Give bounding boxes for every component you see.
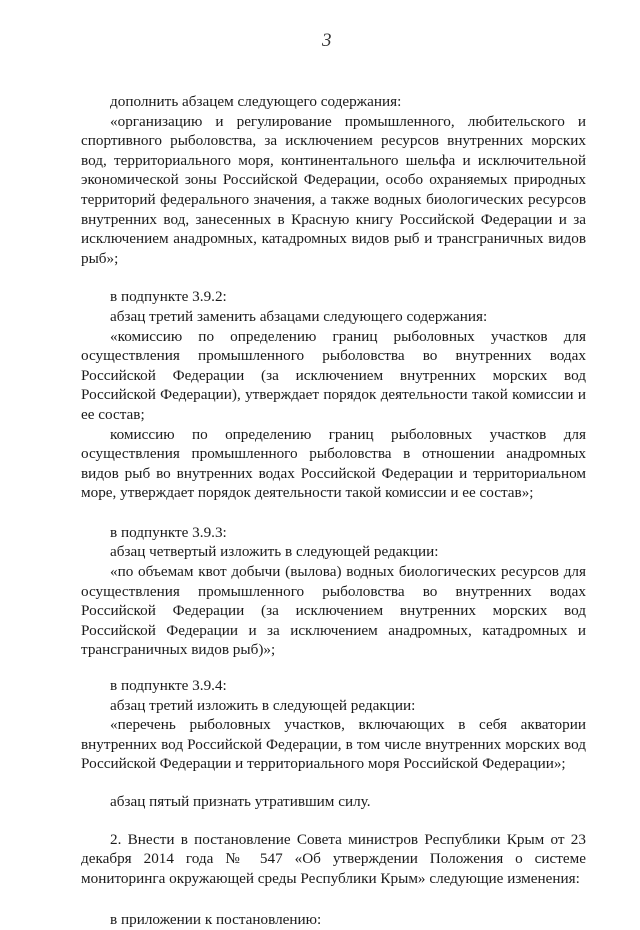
paragraph-quote-organization: «организацию и регулирование промышленного, любительского и спортивного рыболовства, за исключением ресурсов внутренних морских вод, территориального моря, континентального шельфа и исключительной экономической зоны Российской Федерации, особо охраняемых природных территорий федерального значения, а также водных биологических ресурсов внутренних вод, занесенных в Красную книгу Российской Федерации и за исключением анадромных, катадромных видов рыб и трансграничных видов рыб»; (81, 112, 586, 267)
paragraph-quote-list: «перечень рыболовных участков, включающих в себя акватории внутренних вод Российской Федерации, в том числе внутренних морских вод Российской Федерации и территориального моря Российской Федерации»; (81, 716, 586, 773)
paragraph-subitem-3-9-4: в подпункте 3.9.4: (110, 677, 227, 695)
document-body (81, 92, 586, 930)
paragraph-fifth-void: абзац пятый признать утратившим силу. (110, 793, 371, 810)
paragraph-intro: дополнить абзацем следующего содержания: (110, 93, 402, 110)
paragraph-quote-quotas: «по объемам квот добычи (вылова) водных биологических ресурсов для осуществления промышленного рыболовства во внутренних водах Российской Федерации (за исключением внутренних морских вод Российской Федерации и за исключением анадромных, катадромных и трансграничных видов рыб)»; (81, 563, 586, 659)
paragraph-quote-commission-2: комиссию по определению границ рыболовных участков для осуществления промышленного рыболовства в отношении анадромных видов рыб во внутренних водах Российской Федерации и территориальном море, утверждает порядок деятельности такой комиссии и ее состав»; (81, 425, 586, 502)
paragraph-fourth-edit: абзац четвертый изложить в следующей редакции: (110, 543, 439, 561)
paragraph-replace-third: абзац третий заменить абзацами следующего содержания: (110, 307, 488, 325)
paragraph-item-2: 2. Внести в постановление Совета министров Республики Крым от 23 декабря 2014 года № 547 «Об утверждении Положения о системе мониторинга окружающей среды Республики Крым» следующие изменения: (81, 830, 586, 887)
page-number: 3 (322, 30, 332, 51)
paragraph-third-edit: абзац третий изложить в следующей редакции: (110, 696, 416, 714)
paragraph-quote-commission-1: «комиссию по определению границ рыболовных участков для осуществления промышленного рыболовства во внутренних водах Российской Федерации (за исключением внутренних морских вод Российской Федерации), утверждает порядок деятельности такой комиссии и ее состав; (81, 327, 586, 423)
paragraph-subitem-3-9-2: в подпункте 3.9.2: (110, 288, 227, 306)
paragraph-subitem-3-9-3: в подпункте 3.9.3: (110, 523, 227, 541)
paragraph-annex: в приложении к постановлению: (110, 911, 322, 929)
